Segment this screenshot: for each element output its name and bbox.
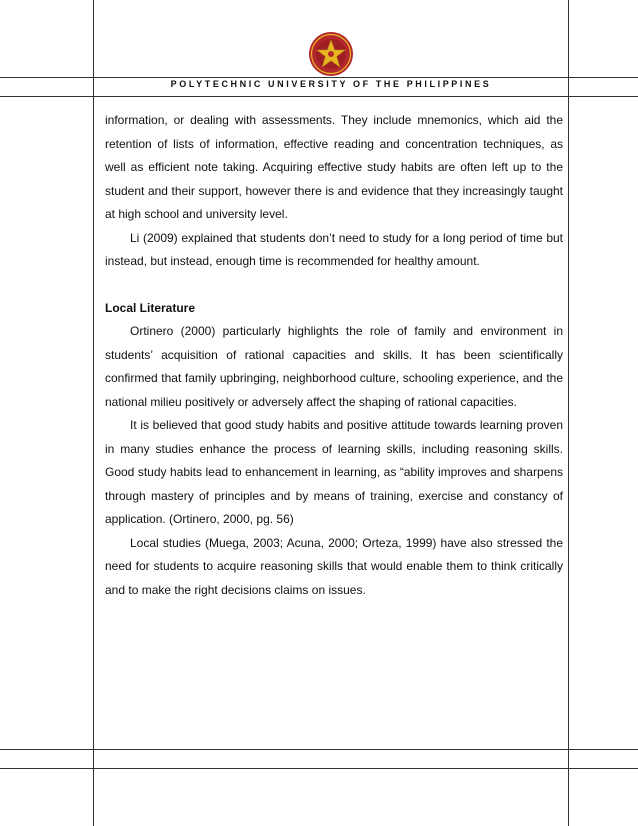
footer-rule-lower	[0, 768, 638, 769]
paragraph-li: Li (2009) explained that students don’t need to study for a long period of time but instead, but instead, enough time is recommended for healthy amount.	[105, 230, 563, 268]
paragraph-study-habits: It is believed that good study habits and positive attitude towards learning proven in many studies enhance the process of learning skills, including reasoning skills. Good study habits lead to enhancement in learning, as “ability improves and sharpens through mastery of principles and by means of training, exercise and constancy of application. (Ortinero, 2000, pg. 56)	[105, 418, 563, 526]
header-rule-lower	[0, 96, 638, 97]
paragraph-ortinero: Ortinero (2000) particularly highlights the role of family and environment in students’ acquisition of rational capacities and skills. It has been scientifically confirmed that family upbringing, neighborhood culture, schooling experience, and the national milieu positively or adversely affect the shaping of rational capacities.	[105, 324, 563, 409]
institution-header: POLYTECHNIC UNIVERSITY OF THE PHILIPPINES	[170, 79, 492, 89]
right-margin-rule	[568, 0, 569, 826]
paragraph-continued: information, or dealing with assessments. They include mnemonics, which aid the retention of lists of information, effective reading and concentration techniques, as well as efficient note taking. Acquiring effective study habits are often left up to the student and their support, however there is and evidence that they increasingly taught at high school and university level.	[105, 113, 563, 221]
document-body	[105, 109, 563, 602]
paragraph-local-studies: Local studies (Muega, 2003; Acuna, 2000; Orteza, 1999) have also stressed the need for students to acquire reasoning skills that would enable them to think critically and to make the right decisions claims on issues.	[105, 535, 563, 597]
footer-rule-upper	[0, 749, 638, 750]
university-seal-icon	[307, 30, 355, 78]
left-margin-rule	[93, 0, 94, 826]
section-heading: Local Literature	[105, 300, 196, 315]
